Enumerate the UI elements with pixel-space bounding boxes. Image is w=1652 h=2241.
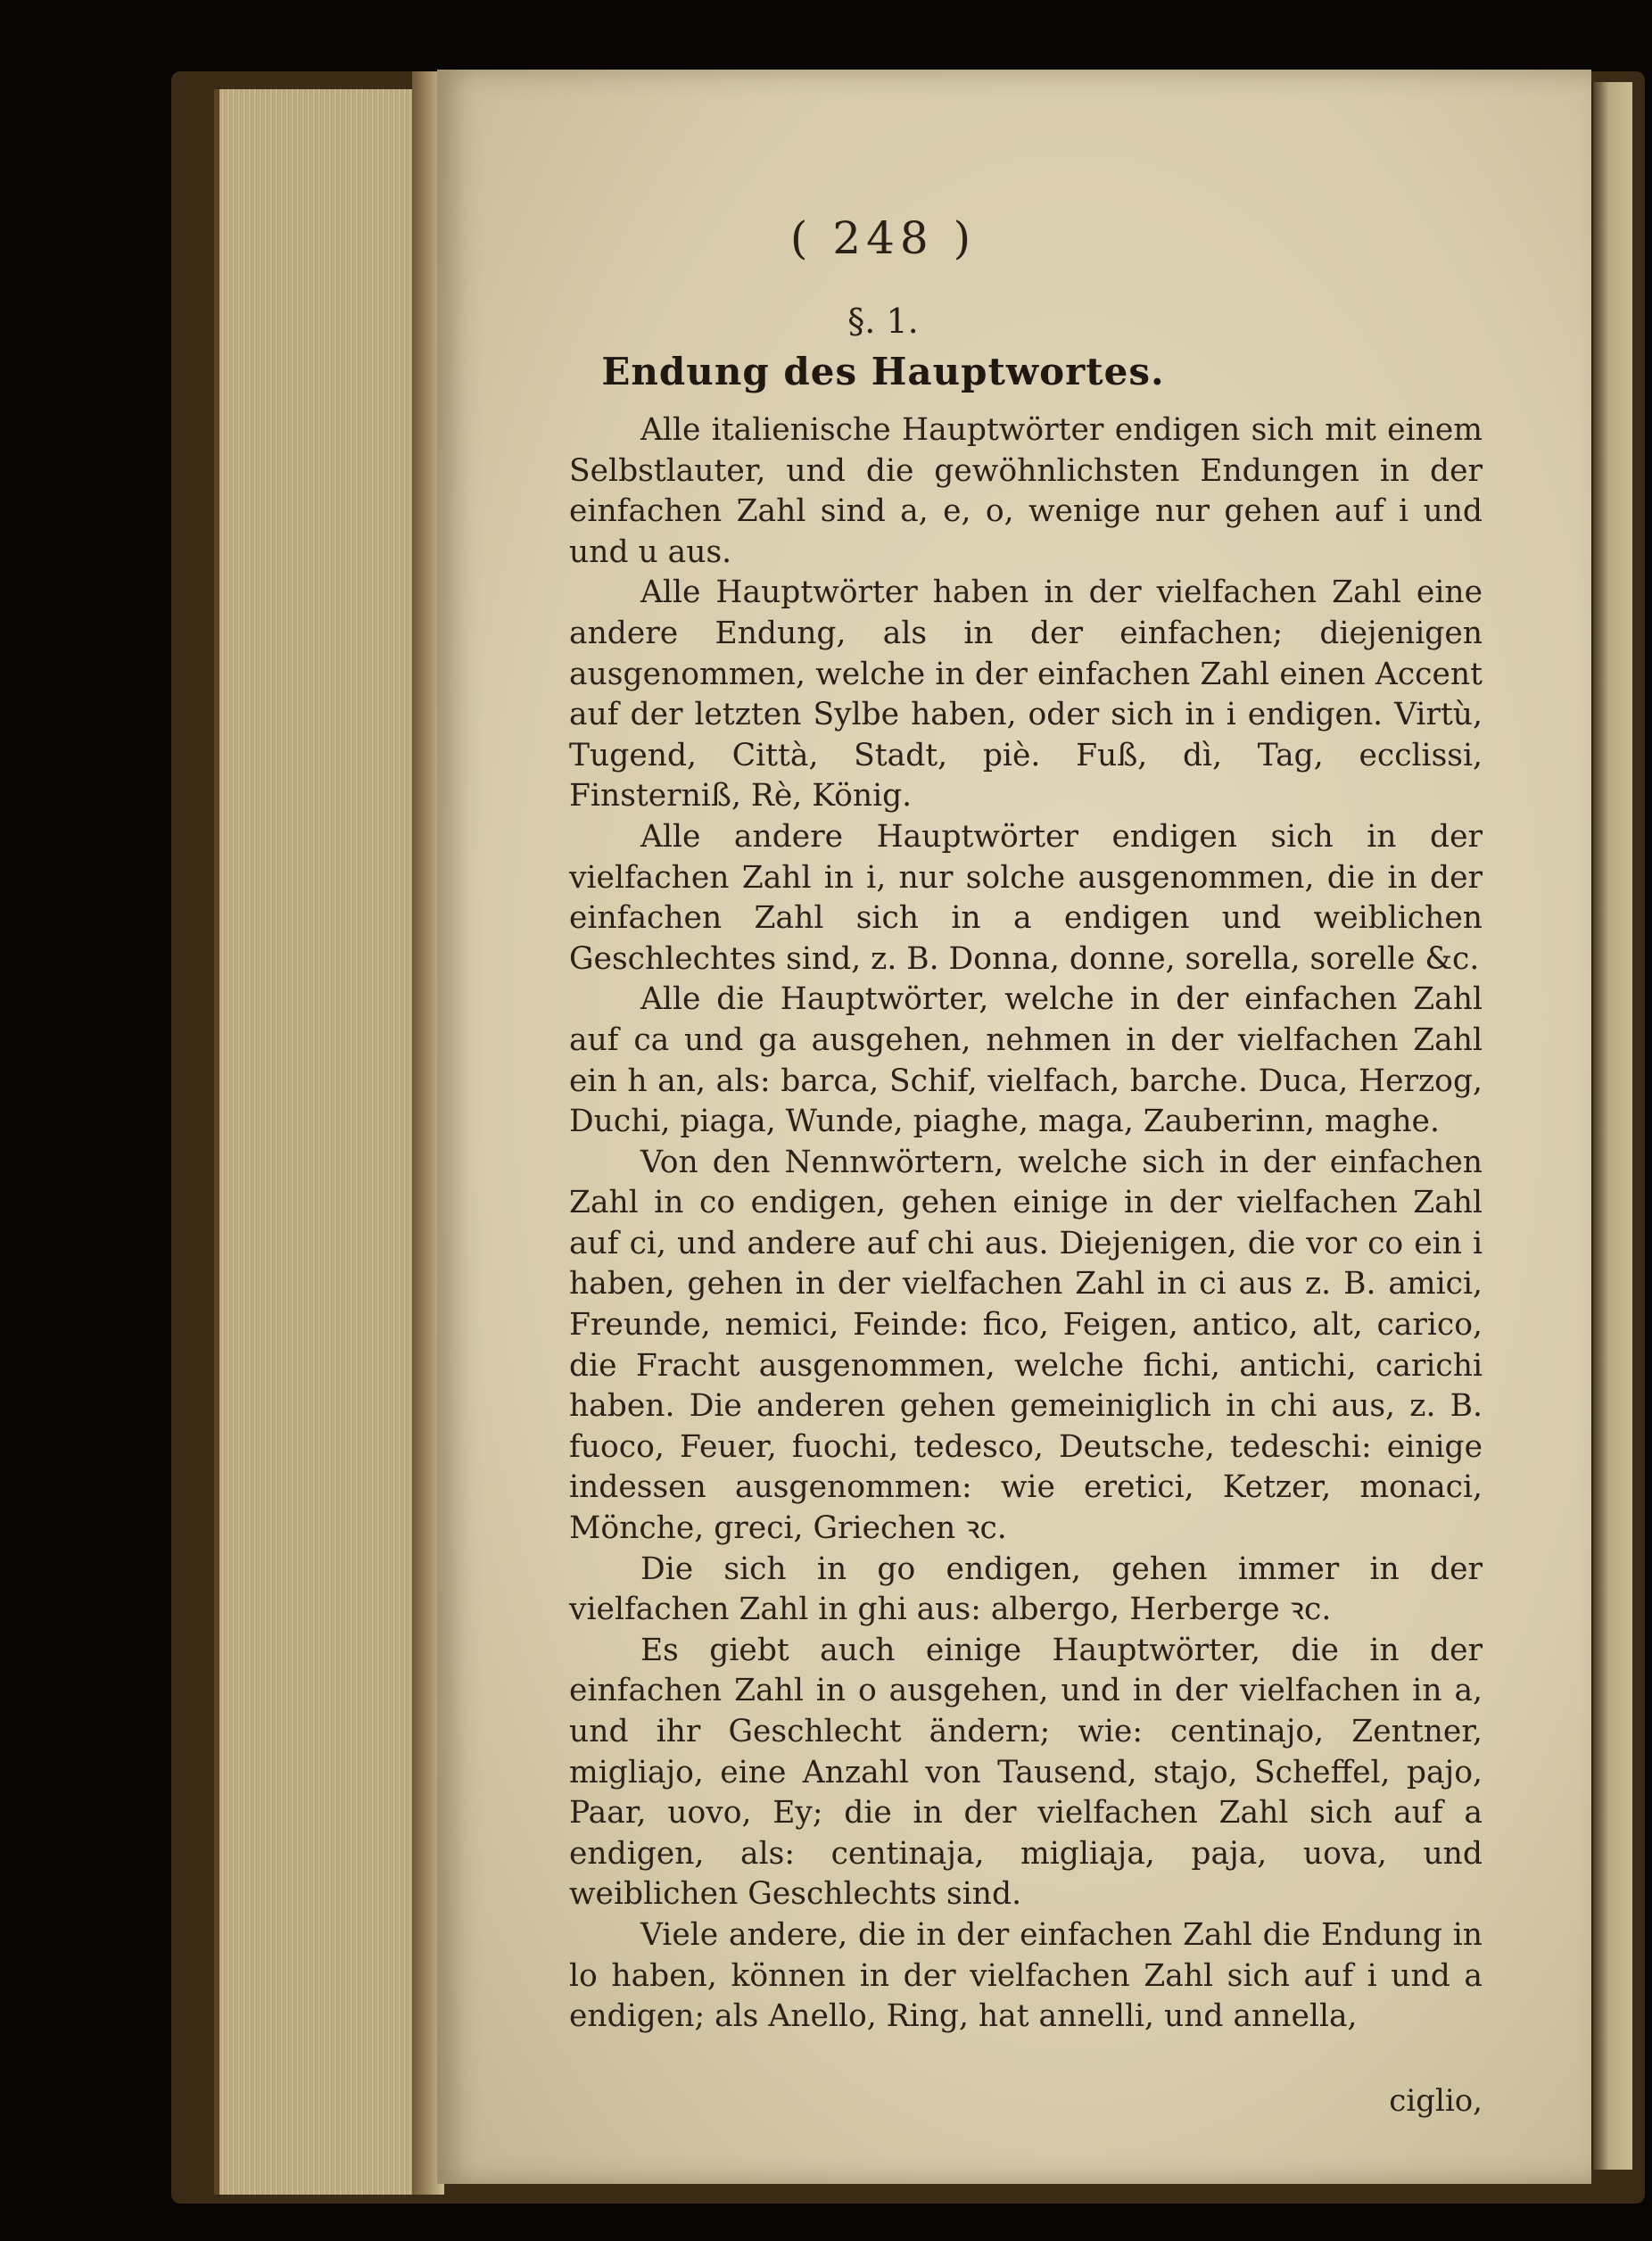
paragraph: Alle italienische Hauptwörter endigen sich mit einem Selbstlauter, und die gewöhnlichsten Endungen in der einfachen Zahl sind a, e, o, wenige nur gehen auf i und und u aus. bbox=[569, 412, 1483, 570]
paragraph: Viele andere, die in der einfachen Zahl die Endung in lo haben, können in der vielfachen Zahl sich auf i und a endigen; als Anello, Ring, hat annelli, und annella, bbox=[569, 1916, 1483, 2035]
paragraph: Alle die Hauptwörter, welche in der einfachen Zahl auf ca und ga ausgehen, nehmen in der vielfachen Zahl ein h an, als: barca, Schif, vielfach, barche. Duca, Herzog, Duchi, piaga, Wunde, piaghe, maga, Zauberinn, maghe. bbox=[569, 981, 1483, 1140]
paragraph: Alle andere Hauptwörter endigen sich in der vielfachen Zahl in i, nur solche ausgenommen, die in der einfachen Zahl sich in a endigen und weiblichen Geschlechtes sind, z. B. Donna, donne, sorella, sorelle &c. bbox=[569, 818, 1483, 977]
page-edges bbox=[214, 89, 420, 2195]
paragraph: Alle Hauptwörter haben in der vielfachen Zahl eine andere Endung, als in der einfachen; diejenigen ausgenommen, welche in der einfachen Zahl einen Accent auf der letzten Sylbe haben, oder sich in i endigen. Virtù, Tugend, Città, Stadt, piè. Fuß, dì, Tag, ecclissi, Finsterniß, Rè, König. bbox=[569, 575, 1483, 815]
page-body bbox=[569, 410, 1483, 2070]
paragraph: Von den Nennwörtern, welche sich in der einfachen Zahl in co endigen, gehen einige in der vielfachen Zahl auf ci, und andere auf chi aus. Diejenigen, die vor co ein i haben, gehen in der vielfachen Zahl in ci aus z. B. amici, Freunde, nemici, Feinde: fico, Feigen, antico, alt, carico, die Fracht ausgenommen, welche fichi, antichi, carichi haben. Die anderen gehen gemeiniglich in chi aus, z. B. fuoco, Feuer, fuochi, tedesco, Deutsche, tedeschi: einige indessen ausgenommen: wie eretici, Ketzer, monaci, Mönche, greci, Griechen ꝛc. bbox=[569, 1144, 1483, 1547]
page-header: ( 248 ) bbox=[789, 212, 977, 264]
catchword: ciglio, bbox=[1389, 2083, 1483, 2119]
next-page-edge bbox=[1591, 82, 1632, 2170]
section-number: §. 1. bbox=[847, 302, 919, 341]
section-title: Endung des Hauptwortes. bbox=[601, 350, 1165, 393]
paragraph: Die sich in go endigen, gehen immer in der vielfachen Zahl in ghi aus: albergo, Herberge ꝛc. bbox=[569, 1551, 1483, 1628]
paragraph: Es giebt auch einige Hauptwörter, die in der einfachen Zahl in o ausgehen, und in der vielfachen in a, und ihr Geschlecht ändern; wie: centinajo, Zentner, migliajo, eine Anzahl von Tausend, stajo, Scheffel, pajo, Paar, uovo, Ey; die in der vielfachen Zahl sich auf a endigen, als: centinaja, migliaja, paja, uova, und weiblichen Geschlechts sind. bbox=[569, 1632, 1483, 1913]
